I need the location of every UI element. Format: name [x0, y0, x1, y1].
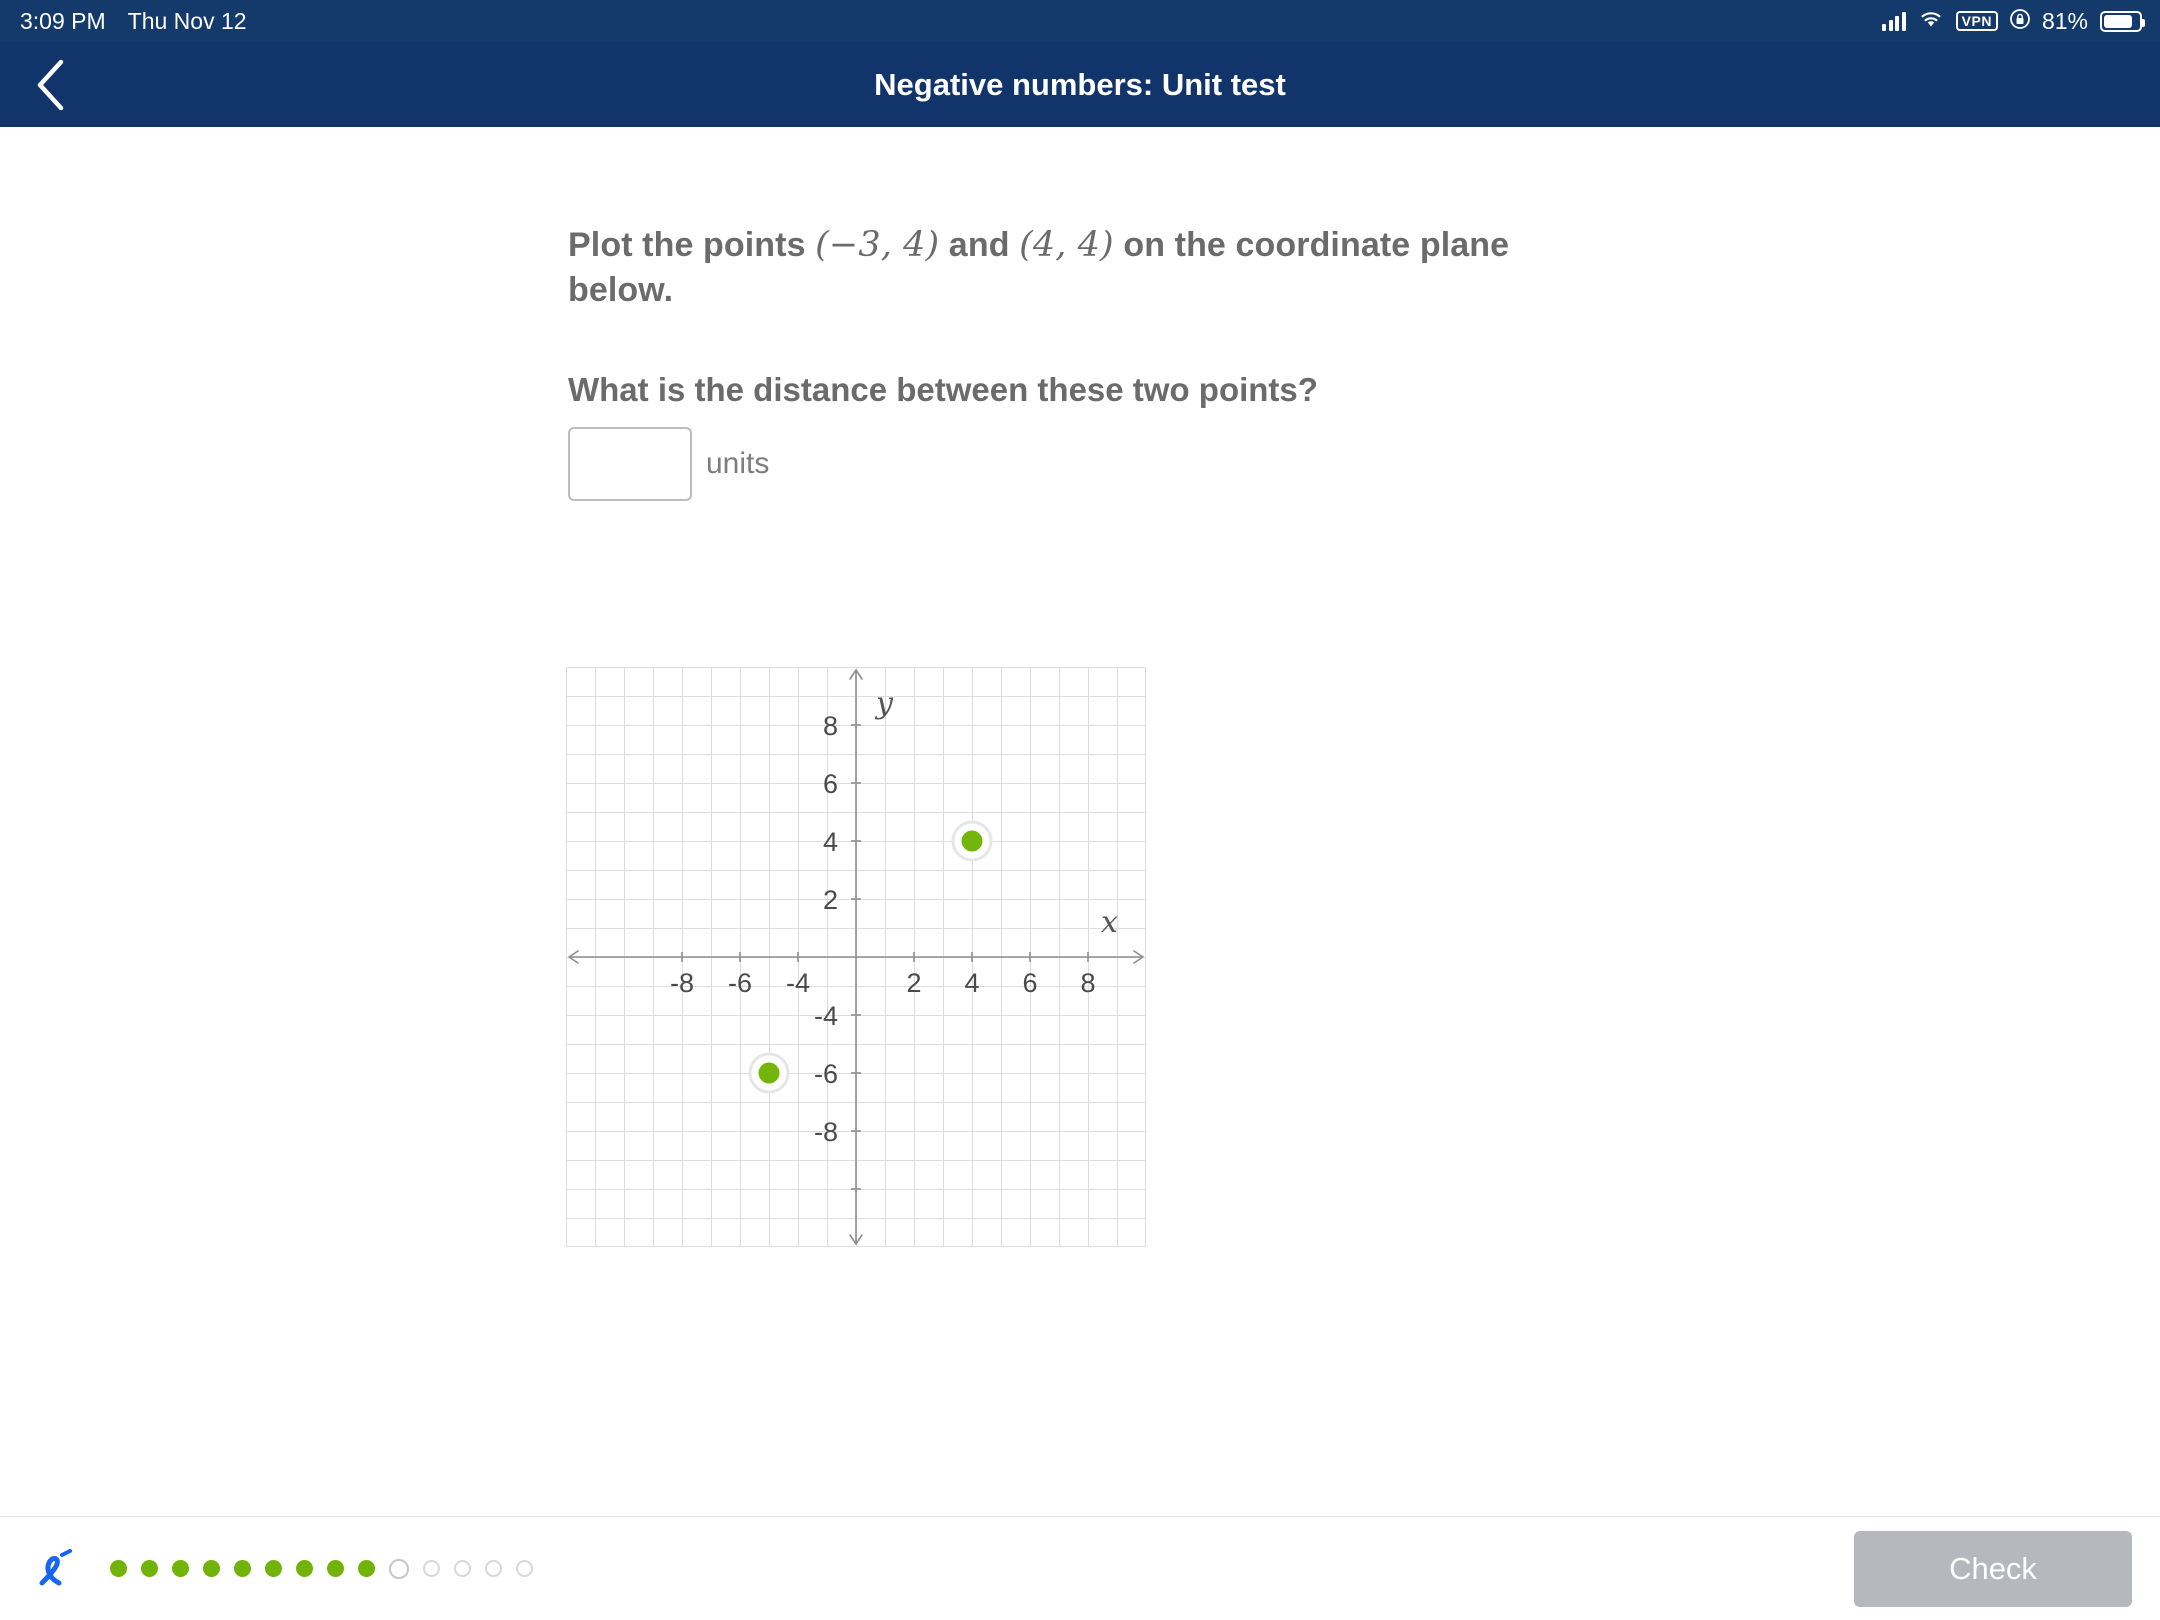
plotted-point-1[interactable] — [953, 822, 991, 860]
vpn-badge-icon: VPN — [1956, 11, 1998, 31]
app-header — [0, 42, 2160, 127]
progress-dots — [110, 1559, 533, 1579]
status-bar — [0, 0, 2160, 42]
progress-dot — [110, 1560, 127, 1577]
answer-input[interactable] — [568, 427, 692, 501]
point-a-expression: (−3, 4) — [815, 225, 940, 265]
progress-dot — [172, 1560, 189, 1577]
battery-percent-label: 81% — [2041, 7, 2088, 34]
status-time: 3:09 PM — [20, 7, 106, 34]
status-bar-left — [20, 8, 247, 35]
progress-dot — [141, 1560, 158, 1577]
khan-academy-logo-icon[interactable] — [28, 1541, 84, 1597]
plotted-point-2[interactable] — [750, 1054, 788, 1092]
coordinate-plane-svg[interactable] — [566, 667, 1146, 1247]
progress-dot — [454, 1560, 471, 1577]
prompt-text-after: on the coordinate plane below. — [568, 226, 1510, 310]
battery-icon — [2100, 11, 2142, 32]
y-tick-label: 4 — [822, 827, 838, 857]
x-tick-label: 4 — [964, 968, 980, 998]
y-tick-label: -6 — [813, 1059, 838, 1089]
question-text: What is the distance between these two points? — [568, 371, 1318, 409]
progress-dot — [485, 1560, 502, 1577]
page-title: Negative numbers: Unit test — [874, 66, 1286, 102]
answer-row — [568, 427, 1588, 501]
progress-dot — [296, 1560, 313, 1577]
x-tick-label: 2 — [906, 968, 922, 998]
lock-icon — [2010, 8, 2030, 35]
progress-dot — [358, 1560, 375, 1577]
y-tick-label: 6 — [822, 769, 838, 799]
chevron-left-icon — [33, 58, 67, 112]
y-tick-label: 8 — [822, 711, 838, 741]
progress-dot-current — [389, 1559, 409, 1579]
x-tick-label: -4 — [785, 968, 811, 998]
y-tick-label: -4 — [813, 1001, 838, 1031]
progress-dot — [327, 1560, 344, 1577]
problem-prompt — [568, 222, 1588, 313]
progress-dot — [265, 1560, 282, 1577]
exercise-footer — [0, 1516, 2160, 1620]
y-tick-label: 2 — [822, 885, 838, 915]
status-date: Thu Nov 12 — [127, 7, 247, 34]
x-axis-label: x — [1101, 905, 1118, 940]
units-label: units — [706, 447, 770, 481]
wifi-icon — [1918, 8, 1944, 35]
prompt-text-before: Plot the points — [568, 226, 816, 264]
y-axis-label: y — [876, 686, 893, 721]
progress-dot — [203, 1560, 220, 1577]
progress-dot — [516, 1560, 533, 1577]
back-button[interactable] — [22, 57, 78, 113]
status-bar-right — [1882, 8, 2142, 35]
x-tick-label: -8 — [669, 968, 695, 998]
check-button[interactable]: Check — [1854, 1531, 2132, 1607]
problem-block — [568, 222, 1588, 501]
y-tick-label: -8 — [813, 1117, 838, 1147]
prompt-text-and: and — [939, 226, 1020, 264]
coordinate-plane[interactable] — [566, 667, 1146, 1252]
x-tick-label: 6 — [1022, 968, 1038, 998]
point-b-expression: (4, 4) — [1019, 225, 1114, 265]
progress-dot — [423, 1560, 440, 1577]
x-tick-label: 8 — [1080, 968, 1096, 998]
exercise-content — [0, 127, 2160, 1517]
x-tick-label: -6 — [727, 968, 753, 998]
signal-bars-icon — [1882, 11, 1906, 31]
progress-dot — [234, 1560, 251, 1577]
